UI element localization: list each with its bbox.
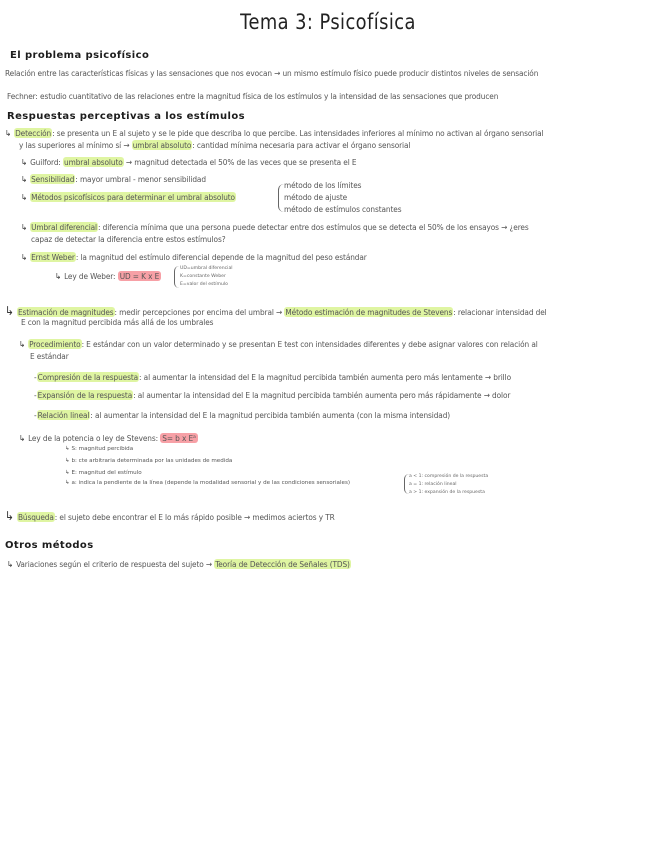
term-tds: Teoría de Detección de Señales (TDS) [215, 559, 350, 569]
term-expansion: Expansión de la respuesta [37, 390, 133, 400]
term-ernst-weber: Ernst Weber [31, 252, 75, 262]
brace-weber-legend [174, 266, 179, 288]
heading-problema-psicofisico: El problema psicofísico [10, 50, 150, 61]
metodo-estimulos-constantes: método de estímulos constantes [284, 204, 402, 214]
case-a-less-1: a < 1: compresión de la respuesta [409, 474, 489, 479]
formula-stevens: S= b x Eᵃ [162, 433, 196, 443]
weber-legend-ud: UD=umbral diferencial [180, 266, 233, 271]
item-deteccion-line2: y las superiores al mínimo sí → umbral absoluto: cantidad mínima necesaria para activar el órgano sensorial [19, 140, 411, 150]
arrow-icon: ↳ [5, 128, 12, 138]
arrow-icon: ↳ [21, 222, 28, 232]
item-umbral-diferencial: ↳ Umbral diferencial: diferencia mínima que una persona puede detectar entre dos estímulos que se detecta el 50% de los ensayos → ¿eres [21, 222, 529, 232]
item-ley-potencia: ↳ Ley de la potencia o ley de Stevens: S= b x Eᵃ [19, 433, 196, 443]
metodo-ajuste: método de ajuste [284, 192, 348, 202]
arrow-icon: ↳ [5, 304, 14, 318]
arrow-icon: ↳ [19, 433, 26, 443]
term-sensibilidad: Sensibilidad [31, 174, 75, 184]
term-compresion: Compresión de la respuesta [37, 372, 139, 382]
term-busqueda: Búsqueda [17, 512, 54, 522]
def-b: ↳ b: cte arbitraria determinada por las unidades de medida [65, 458, 233, 464]
item-relacion-lineal: -Relación lineal: al aumentar la intensidad del E la magnitud percibida también aumenta (con la misma intensidad) [34, 410, 451, 420]
term-metodos-psicofisicos: Métodos psicofísicos para determinar el umbral absoluto [31, 192, 235, 202]
arrow-icon: ↳ [21, 157, 28, 167]
formula-weber: UD = K x E [119, 271, 160, 281]
weber-legend-k: K=constante Weber [180, 274, 226, 279]
arrow-icon: ↳ [65, 470, 72, 476]
def-s: ↳ S: magnitud percibida [65, 446, 134, 452]
item-guilford: ↳ Guilford: umbral absoluto → magnitud detectada el 50% de las veces que se presenta el E [21, 157, 357, 167]
heading-otros-metodos: Otros métodos [5, 540, 94, 551]
term-procedimiento: Procedimiento [29, 339, 81, 349]
arrow-icon: ↳ [19, 339, 26, 349]
term-umbral-absoluto: umbral absoluto [132, 140, 192, 150]
item-busqueda: ↳ Búsqueda: el sujeto debe encontrar el E lo más rápido posible → medimos aciertos y TR [5, 509, 335, 523]
arrow-icon: ↳ [65, 480, 72, 486]
case-a-equal-1: a = 1: relación lineal [409, 482, 457, 487]
item-procedimiento-line2: E estándar [30, 351, 69, 361]
item-compresion: -Compresión de la respuesta: al aumentar la intensidad del E la magnitud percibida también aumenta pero más lentamente → brillo [34, 372, 511, 382]
item-estimacion-magnitudes: ↳ Estimación de magnitudes: medir percepciones por encima del umbral → Método estimación de magnitudes de Stevens: relacionar intensidad del [5, 304, 547, 318]
arrow-icon: ↳ [21, 252, 28, 262]
def-e: ↳ E: magnitud del estímulo [65, 470, 142, 476]
item-sensibilidad: ↳ Sensibilidad: mayor umbral - menor sensibilidad [21, 174, 206, 184]
heading-respuestas-perceptivas: Respuestas perceptivas a los estímulos [7, 111, 245, 122]
paragraph-relacion: Relación entre las características físicas y las sensaciones que nos evocan → un mismo estímulo físico puede producir distintos niveles de sensación [5, 68, 539, 78]
arrow-icon: ↳ [65, 446, 72, 452]
term-deteccion: Detección [15, 128, 52, 138]
term-umbral-absoluto-guilford: umbral absoluto [64, 157, 123, 167]
item-umbral-diferencial-line2: capaz de detectar la diferencia entre estos estímulos? [31, 234, 226, 244]
item-procedimiento: ↳ Procedimiento: E estándar con un valor determinado y se presentan E test con intensidades diferentes y debe asignar valores con relación al [19, 339, 538, 349]
item-ley-weber: ↳ Ley de Weber: UD = K x E [55, 271, 160, 281]
arrow-icon: ↳ [65, 458, 72, 464]
item-deteccion: ↳ Detección: se presenta un E al sujeto y se le pide que describa lo que percibe. Las intensidades inferiores al mínimo no activan al órgano sensorial [5, 128, 544, 138]
term-umbral-diferencial: Umbral diferencial [31, 222, 98, 232]
case-a-greater-1: a > 1: expansión de la respuesta [409, 490, 485, 495]
item-ernst-weber: ↳ Ernst Weber: la magnitud del estímulo diferencial depende de la magnitud del peso estándar [21, 252, 367, 262]
item-otros-metodos: ↳ Variaciones según el criterio de respuesta del sujeto → Teoría de Detección de Señales (TDS) [7, 559, 350, 569]
item-estimacion-line2: E con la magnitud percibida más allá de los umbrales [21, 317, 214, 327]
arrow-icon: ↳ [7, 559, 14, 569]
paragraph-fechner: Fechner: estudio cuantitativo de las relaciones entre la magnitud física de los estímulos y la intensidad de las sensaciones que producen [7, 91, 499, 101]
arrow-icon: ↳ [5, 509, 14, 523]
weber-legend-e: E=valor del estímulo [180, 282, 228, 287]
arrow-icon: ↳ [55, 271, 62, 281]
def-a: ↳ a: indica la pendiente de la línea (depende la modalidad sensorial y de las condiciones sensoriales) [65, 480, 351, 486]
term-metodo-stevens: Método estimación de magnitudes de Stevens [285, 307, 453, 317]
arrow-icon: ↳ [21, 192, 28, 202]
term-estimacion-magnitudes: Estimación de magnitudes [17, 307, 114, 317]
item-metodos-psicofisicos [21, 192, 236, 202]
item-expansion: -Expansión de la respuesta: al aumentar la intensidad del E la magnitud percibida también aumenta pero más rápidamente → dolor [34, 390, 511, 400]
page-title: Tema 3: Psicofísica [240, 10, 416, 34]
term-relacion-lineal: Relación lineal [37, 410, 90, 420]
arrow-icon: ↳ [21, 174, 28, 184]
metodo-limites: método de los límites [284, 180, 362, 190]
